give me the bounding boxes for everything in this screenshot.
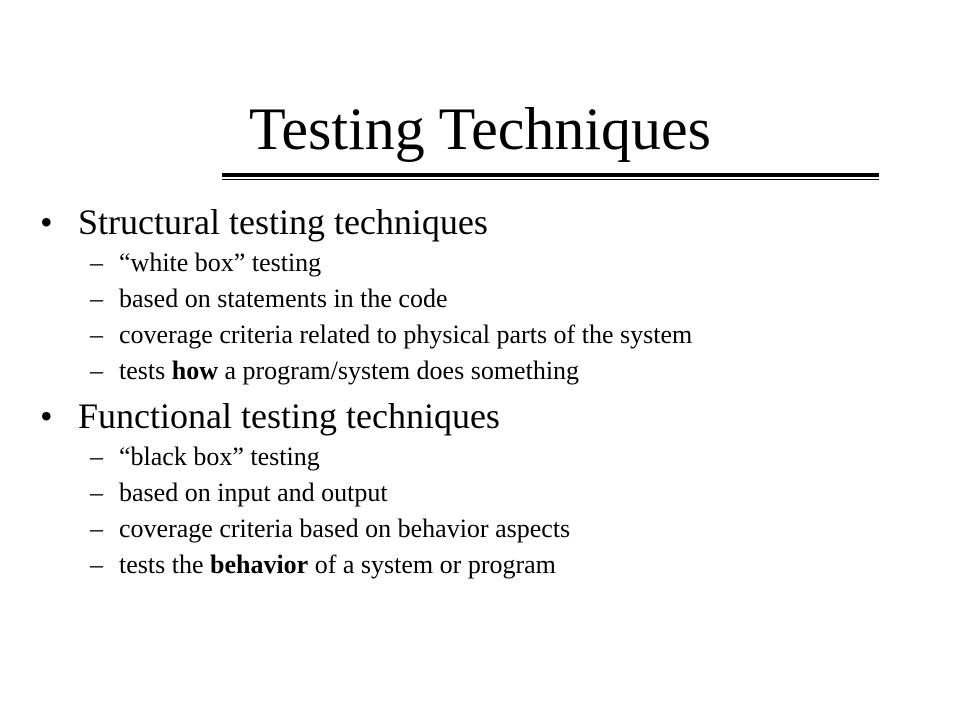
dash-marker: –	[90, 248, 103, 277]
sub-item	[0, 284, 809, 313]
sub-item-bold-text: behavior	[210, 550, 309, 579]
sub-item-text: coverage criteria based on behavior aspects	[119, 514, 571, 543]
dash-marker: –	[90, 284, 103, 313]
sub-item	[0, 442, 809, 471]
sublist-structural	[0, 248, 960, 385]
title-rule-thin	[222, 179, 879, 180]
dash-marker: –	[90, 550, 103, 579]
dash-marker: –	[90, 356, 103, 385]
sub-item-text: of a system or program	[308, 550, 556, 579]
section-heading-functional	[0, 392, 960, 440]
sub-item	[0, 320, 809, 349]
sub-item-text: based on input and output	[119, 478, 388, 507]
section-heading-structural	[0, 198, 960, 246]
sub-item	[0, 248, 809, 277]
dash-marker: –	[90, 478, 103, 507]
dash-marker: –	[90, 514, 103, 543]
sub-item-text: “white box” testing	[119, 248, 322, 277]
section-heading-text: Functional testing techniques	[78, 396, 500, 436]
sub-item-text: tests the	[119, 550, 210, 579]
sublist-functional	[0, 442, 960, 579]
slide-content	[0, 198, 960, 586]
sub-item-text: a program/system does something	[217, 356, 580, 385]
sub-item	[0, 356, 809, 385]
bullet-marker: •	[40, 202, 53, 242]
sub-item-text: based on statements in the code	[119, 284, 448, 313]
slide-title: Testing Techniques	[248, 96, 712, 162]
sub-item-bold-text: how	[171, 356, 218, 385]
sub-item	[0, 478, 809, 507]
bullet-marker: •	[40, 396, 53, 436]
dash-marker: –	[90, 442, 103, 471]
dash-marker: –	[90, 320, 103, 349]
sub-item-text: coverage criteria related to physical parts of the system	[119, 320, 693, 349]
sub-item-text: tests	[119, 356, 172, 385]
sub-item	[0, 514, 809, 543]
sub-item	[0, 550, 809, 579]
section-heading-text: Structural testing techniques	[78, 202, 488, 242]
title-rule-thick	[222, 173, 879, 177]
sub-item-text: “black box” testing	[119, 442, 320, 471]
